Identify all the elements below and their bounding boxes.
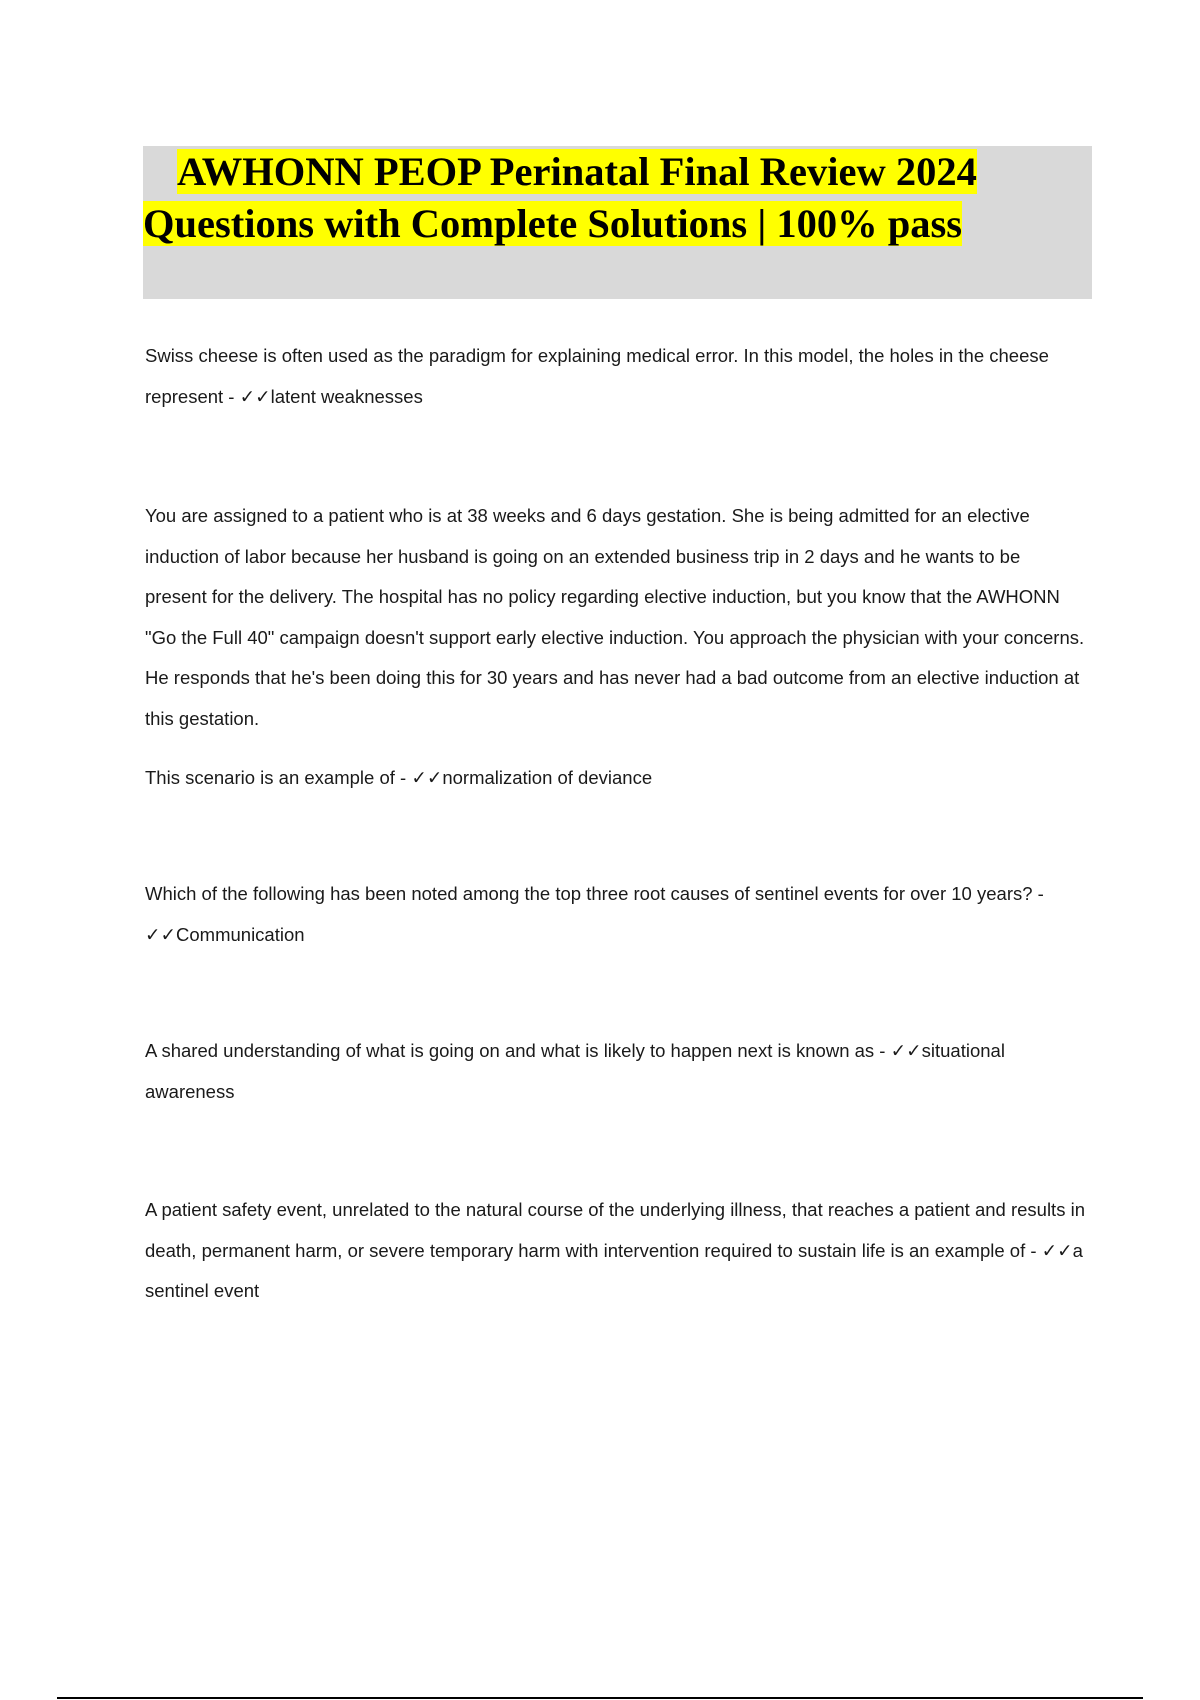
title-line-1 bbox=[143, 146, 1092, 198]
qa-item-5 bbox=[145, 1190, 1085, 1312]
question-text: This scenario is an example of - bbox=[145, 767, 412, 788]
answer-text: a sentinel event bbox=[145, 1239, 1083, 1301]
document-title bbox=[143, 146, 1092, 250]
footer-divider bbox=[57, 1697, 1143, 1699]
answer-text: latent weaknesses bbox=[270, 385, 423, 407]
answer-text: Communication bbox=[176, 923, 305, 945]
title-line-1-text: AWHONN PEOP Perinatal Final Review 2024 bbox=[177, 149, 977, 194]
question-text: A shared understanding of what is going on and what is likely to happen next is known as - bbox=[145, 1040, 891, 1061]
check-icon: ✓✓ bbox=[890, 1040, 922, 1061]
question-text: You are assigned to a patient who is at 38 weeks and 6 days gestation. She is being admitted for an elective induction of labor because her husband is going on an extended business trip in 2 days and he wants to be present for the delivery. The hospital has no policy regarding elective induction, but you know that the AWHONN "Go the Full 40" campaign doesn't support early elective induction. You approach the physician with your concerns. He responds that he's been doing this for 30 years and has never had a bad outcome from an elective induction at this gestation. bbox=[145, 505, 1085, 729]
qa-item-3 bbox=[145, 874, 1085, 955]
question-text: Which of the following has been noted among the top three root causes of sentinel events for over 10 years? - bbox=[145, 883, 1044, 904]
qa-item-1 bbox=[145, 336, 1085, 417]
qa-item-2-prompt bbox=[145, 758, 1085, 799]
answer-text: normalization of deviance bbox=[442, 767, 653, 788]
check-icon: ✓✓ bbox=[239, 385, 271, 407]
title-line-2 bbox=[143, 198, 1092, 250]
qa-item-2-scenario bbox=[145, 496, 1085, 739]
title-block bbox=[143, 146, 1092, 299]
question-text: A patient safety event, unrelated to the natural course of the underlying illness, that reaches a patient and results in death, permanent harm, or severe temporary harm with intervention required to sustain life is an example of - bbox=[145, 1199, 1085, 1261]
check-icon: ✓✓ bbox=[145, 923, 177, 945]
question-text: Swiss cheese is often used as the paradigm for explaining medical error. In this model, the holes in the cheese represent - bbox=[145, 345, 1049, 407]
qa-item-4 bbox=[145, 1031, 1085, 1112]
check-icon: ✓✓ bbox=[411, 767, 443, 788]
check-icon: ✓✓ bbox=[1041, 1239, 1073, 1261]
title-line-2-text: Questions with Complete Solutions | 100% pass bbox=[143, 201, 963, 246]
answer-text: situational awareness bbox=[145, 1040, 1005, 1102]
